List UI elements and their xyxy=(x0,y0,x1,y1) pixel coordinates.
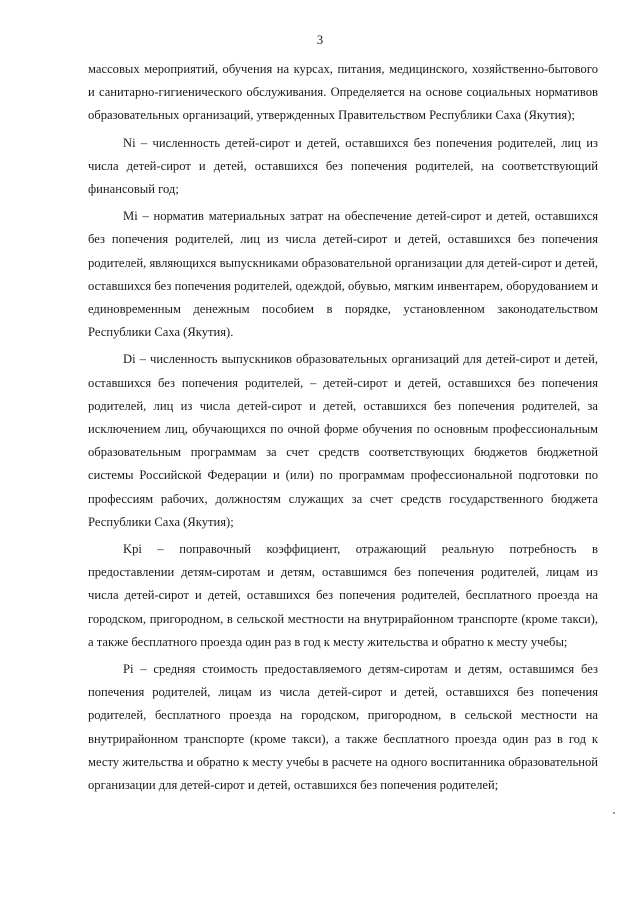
paragraph-kpi-definition: Kpi – поправочный коэффициент, отражающий реальную потребность в предоставлении детям-сиротам и детям, оставшимся без попечения родителей, лицам из числа детей-сирот и детей, оставшихся без попечения родителей, бесплатного проезда на городском, пригородном, в сельской местности на внутрирайонном транспорте (кроме такси), а также бесплатного проезда один раз в год к месту жительства и обратно к месту учебы; xyxy=(88,542,598,649)
paragraph-continuation: массовых мероприятий, обучения на курсах, питания, медицинского, хозяйственно-бытового и санитарно-гигиенического обслуживания. Определяется на основе социальных нормативов образовательных организаций, утвержденных Правительством Республики Саха (Якутия); xyxy=(88,62,598,123)
scan-speck xyxy=(613,812,615,814)
paragraph-pi-definition: Pi – средняя стоимость предоставляемого детям-сиротам и детям, оставшимся без попечения родителей, лицам из числа детей-сирот и детей, оставшихся без попечения родителей, бесплатного проезда на городском, пригородном, в сельской местности на внутрирайонном транспорте (кроме такси), а также бесплатного проезда один раз в год к месту жительства и обратно к месту учебы в расчете на одного воспитанника образовательной организации для детей-сирот и детей, оставшихся без попечения родителей; xyxy=(88,662,598,793)
paragraph-mi-definition: Mi – норматив материальных затрат на обеспечение детей-сирот и детей, оставшихся без попечения родителей, лиц из числа детей-сирот и детей, оставшихся без попечения родителей, являющихся выпускниками образовательной организации для детей-сирот и детей, оставшихся без попечения родителей, одеждой, обувью, мягким инвентарем, оборудованием и единовременным денежным пособием в порядке, установленном законодательством Республики Саха (Якутия). xyxy=(88,209,598,340)
paragraph-di-definition: Di – численность выпускников образовательных организаций для детей-сирот и детей, оставшихся без попечения родителей, – детей-сирот и детей, оставшихся без попечения родителей, лиц из числа детей-сирот и детей, оставшихся без попечения родителей, за исключением лиц, обучающихся по очной форме обучения по основным профессиональным образовательным программам за счет средств соответствующих бюджетов бюджетной системы Российской Федерации и (или) по программам профессиональной подготовки по профессиям рабочих, должностям служащих за счет средств государственного бюджета Республики Саха (Якутия); xyxy=(88,352,598,529)
document-body xyxy=(88,58,598,797)
page-number: 3 xyxy=(316,33,324,47)
paragraph-ni-definition: Ni – численность детей-сирот и детей, оставшихся без попечения родителей, лиц из числа детей-сирот и детей, оставшихся без попечения родителей, на соответствующий финансовый год; xyxy=(88,135,598,197)
